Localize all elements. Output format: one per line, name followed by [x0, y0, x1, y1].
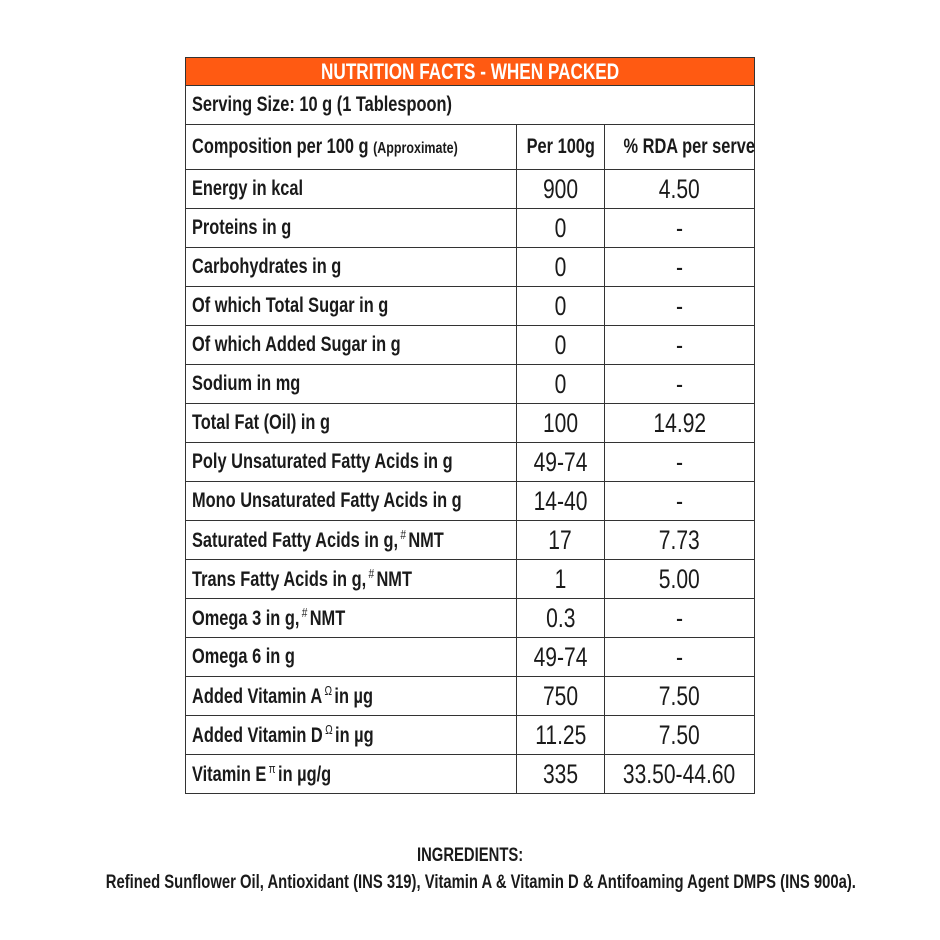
ingredients-heading-text: INGREDIENTS:: [416, 845, 524, 866]
table-title: [186, 58, 754, 86]
per100-value: 0.3: [545, 602, 576, 633]
ingredients-heading: [0, 845, 940, 867]
per100-cell: [517, 365, 605, 403]
nutrient-name: Vitamin E: [192, 763, 267, 786]
serving-size: [186, 86, 754, 125]
rda-value: -: [675, 368, 684, 399]
table-row: [186, 716, 754, 755]
per100-cell: [517, 560, 605, 598]
nutrient-unit: in µg/g: [278, 763, 332, 786]
nutrient-unit: in µg: [334, 685, 373, 708]
per100-value: 1: [554, 563, 567, 594]
nutrient-name: Sodium in mg: [192, 372, 301, 395]
per100-value: 900: [542, 173, 579, 204]
rda-cell: [605, 716, 754, 754]
table-row: [186, 287, 754, 326]
nutrient-cell: [186, 599, 517, 637]
header-col3-text: % RDA per serve: [623, 135, 755, 158]
rda-value: -: [675, 602, 684, 633]
rda-cell: [605, 326, 754, 364]
per100-cell: [517, 599, 605, 637]
nutrient-cell: [186, 248, 517, 286]
per100-cell: [517, 482, 605, 520]
table-row: [186, 404, 754, 443]
per100-value: 0: [554, 212, 567, 243]
table-row: [186, 482, 754, 521]
nutrition-facts-table: [185, 57, 755, 794]
rda-cell: [605, 521, 754, 559]
rda-cell: [605, 560, 754, 598]
table-row: [186, 677, 754, 716]
table-row: [186, 755, 754, 793]
rda-value: 7.50: [659, 680, 700, 711]
per100-value: 0: [554, 290, 567, 321]
nutrient-name: Omega 3 in g,: [192, 607, 300, 630]
per100-value: 750: [542, 680, 579, 711]
table-row: [186, 638, 754, 677]
per100-value: 14-40: [533, 485, 588, 516]
rda-cell: [605, 248, 754, 286]
rda-cell: [605, 170, 754, 208]
per100-cell: [517, 638, 605, 676]
per100-cell: [517, 677, 605, 715]
ingredients-list: Refined Sunflower Oil, Antioxidant (INS 319), Vitamin A & Vitamin D & Antifoaming Agent DMPS (INS 900a).: [105, 872, 856, 893]
table-row: [186, 326, 754, 365]
footnote-mark: #: [301, 605, 308, 620]
nutrient-unit: NMT: [309, 607, 346, 630]
rda-cell: [605, 365, 754, 403]
nutrient-cell: [186, 209, 517, 247]
rda-cell: [605, 287, 754, 325]
nutrient-cell: [186, 638, 517, 676]
table-row: [186, 248, 754, 287]
rda-value: -: [675, 251, 684, 282]
rda-value: -: [675, 329, 684, 360]
per100-cell: [517, 209, 605, 247]
header-col2-text: Per 100g: [526, 135, 595, 158]
nutrient-name: Total Fat (Oil) in g: [192, 411, 330, 434]
rda-value: 4.50: [659, 173, 700, 204]
nutrient-name: Added Vitamin A: [192, 685, 323, 708]
table-row: [186, 170, 754, 209]
nutrient-cell: [186, 716, 517, 754]
table-row: [186, 443, 754, 482]
rda-value: -: [675, 485, 684, 516]
rda-value: 7.73: [659, 524, 700, 555]
per100-cell: [517, 755, 605, 793]
footnote-mark: Ω: [325, 722, 333, 737]
per100-value: 335: [542, 758, 579, 789]
nutrient-name: Carbohydrates in g: [192, 255, 342, 278]
table-row: [186, 521, 754, 560]
rda-value: 33.50-44.60: [623, 758, 736, 789]
rda-cell: [605, 209, 754, 247]
nutrient-name: Omega 6 in g: [192, 645, 295, 668]
nutrient-cell: [186, 560, 517, 598]
nutrient-cell: [186, 365, 517, 403]
nutrient-cell: [186, 404, 517, 442]
nutrient-cell: [186, 521, 517, 559]
per100-cell: [517, 248, 605, 286]
header-rda: [605, 125, 773, 169]
per100-cell: [517, 404, 605, 442]
nutrient-cell: [186, 443, 517, 481]
header-col1-text: Composition per 100 g: [192, 135, 369, 158]
rda-value: -: [675, 290, 684, 321]
nutrient-unit: NMT: [376, 568, 412, 591]
per100-cell: [517, 716, 605, 754]
rda-value: -: [675, 446, 684, 477]
per100-value: 0: [554, 368, 567, 399]
per100-cell: [517, 521, 605, 559]
nutrient-name: Energy in kcal: [192, 177, 304, 200]
rda-cell: [605, 599, 754, 637]
nutrient-name: Trans Fatty Acids in g,: [192, 568, 367, 591]
nutrient-cell: [186, 287, 517, 325]
rda-value: -: [675, 641, 684, 672]
per100-cell: [517, 443, 605, 481]
table-body: [186, 170, 754, 793]
nutrient-name: Added Vitamin D: [192, 724, 323, 747]
per100-cell: [517, 287, 605, 325]
per100-cell: [517, 170, 605, 208]
per100-value: 11.25: [534, 719, 587, 750]
rda-value: 14.92: [653, 407, 706, 438]
header-col1-note: (Approximate): [373, 140, 458, 157]
per100-value: 0: [554, 251, 567, 282]
footnote-mark: #: [400, 527, 406, 542]
nutrient-unit: in µg: [335, 724, 374, 747]
nutrient-unit: NMT: [408, 529, 444, 552]
table-row: [186, 209, 754, 248]
nutrient-name: Mono Unsaturated Fatty Acids in g: [192, 489, 462, 512]
nutrient-cell: [186, 755, 517, 793]
rda-value: -: [675, 212, 684, 243]
nutrient-name: Of which Total Sugar in g: [192, 294, 389, 317]
rda-cell: [605, 677, 754, 715]
rda-cell: [605, 443, 754, 481]
nutrient-cell: [186, 677, 517, 715]
table-row: [186, 560, 754, 599]
rda-cell: [605, 404, 754, 442]
footnote-mark: Ω: [324, 683, 333, 698]
table-header-row: [186, 125, 754, 170]
footnote-mark: π: [268, 761, 276, 776]
per100-value: 17: [548, 524, 573, 555]
table-row: [186, 599, 754, 638]
header-per100: [517, 125, 605, 169]
table-row: [186, 365, 754, 404]
rda-cell: [605, 638, 754, 676]
per100-value: 100: [542, 407, 579, 438]
rda-cell: [605, 482, 754, 520]
ingredients-text: [0, 872, 940, 894]
per100-value: 49-74: [533, 446, 588, 477]
nutrient-cell: [186, 326, 517, 364]
header-composition: [186, 125, 517, 169]
nutrient-cell: [186, 170, 517, 208]
nutrient-name: Poly Unsaturated Fatty Acids in g: [192, 450, 453, 473]
nutrient-name: Saturated Fatty Acids in g,: [192, 529, 399, 552]
per100-cell: [517, 326, 605, 364]
nutrient-cell: [186, 482, 517, 520]
title-text: NUTRITION FACTS - WHEN PACKED: [320, 59, 620, 84]
rda-value: 7.50: [659, 719, 700, 750]
nutrient-name: Proteins in g: [192, 216, 292, 239]
rda-value: 5.00: [659, 563, 700, 594]
per100-value: 0: [554, 329, 567, 360]
serving-size-text: Serving Size: 10 g (1 Tablespoon): [192, 93, 453, 116]
per100-value: 49-74: [533, 641, 588, 672]
nutrient-name: Of which Added Sugar in g: [192, 333, 401, 356]
footnote-mark: #: [368, 566, 375, 581]
rda-cell: [605, 755, 754, 793]
